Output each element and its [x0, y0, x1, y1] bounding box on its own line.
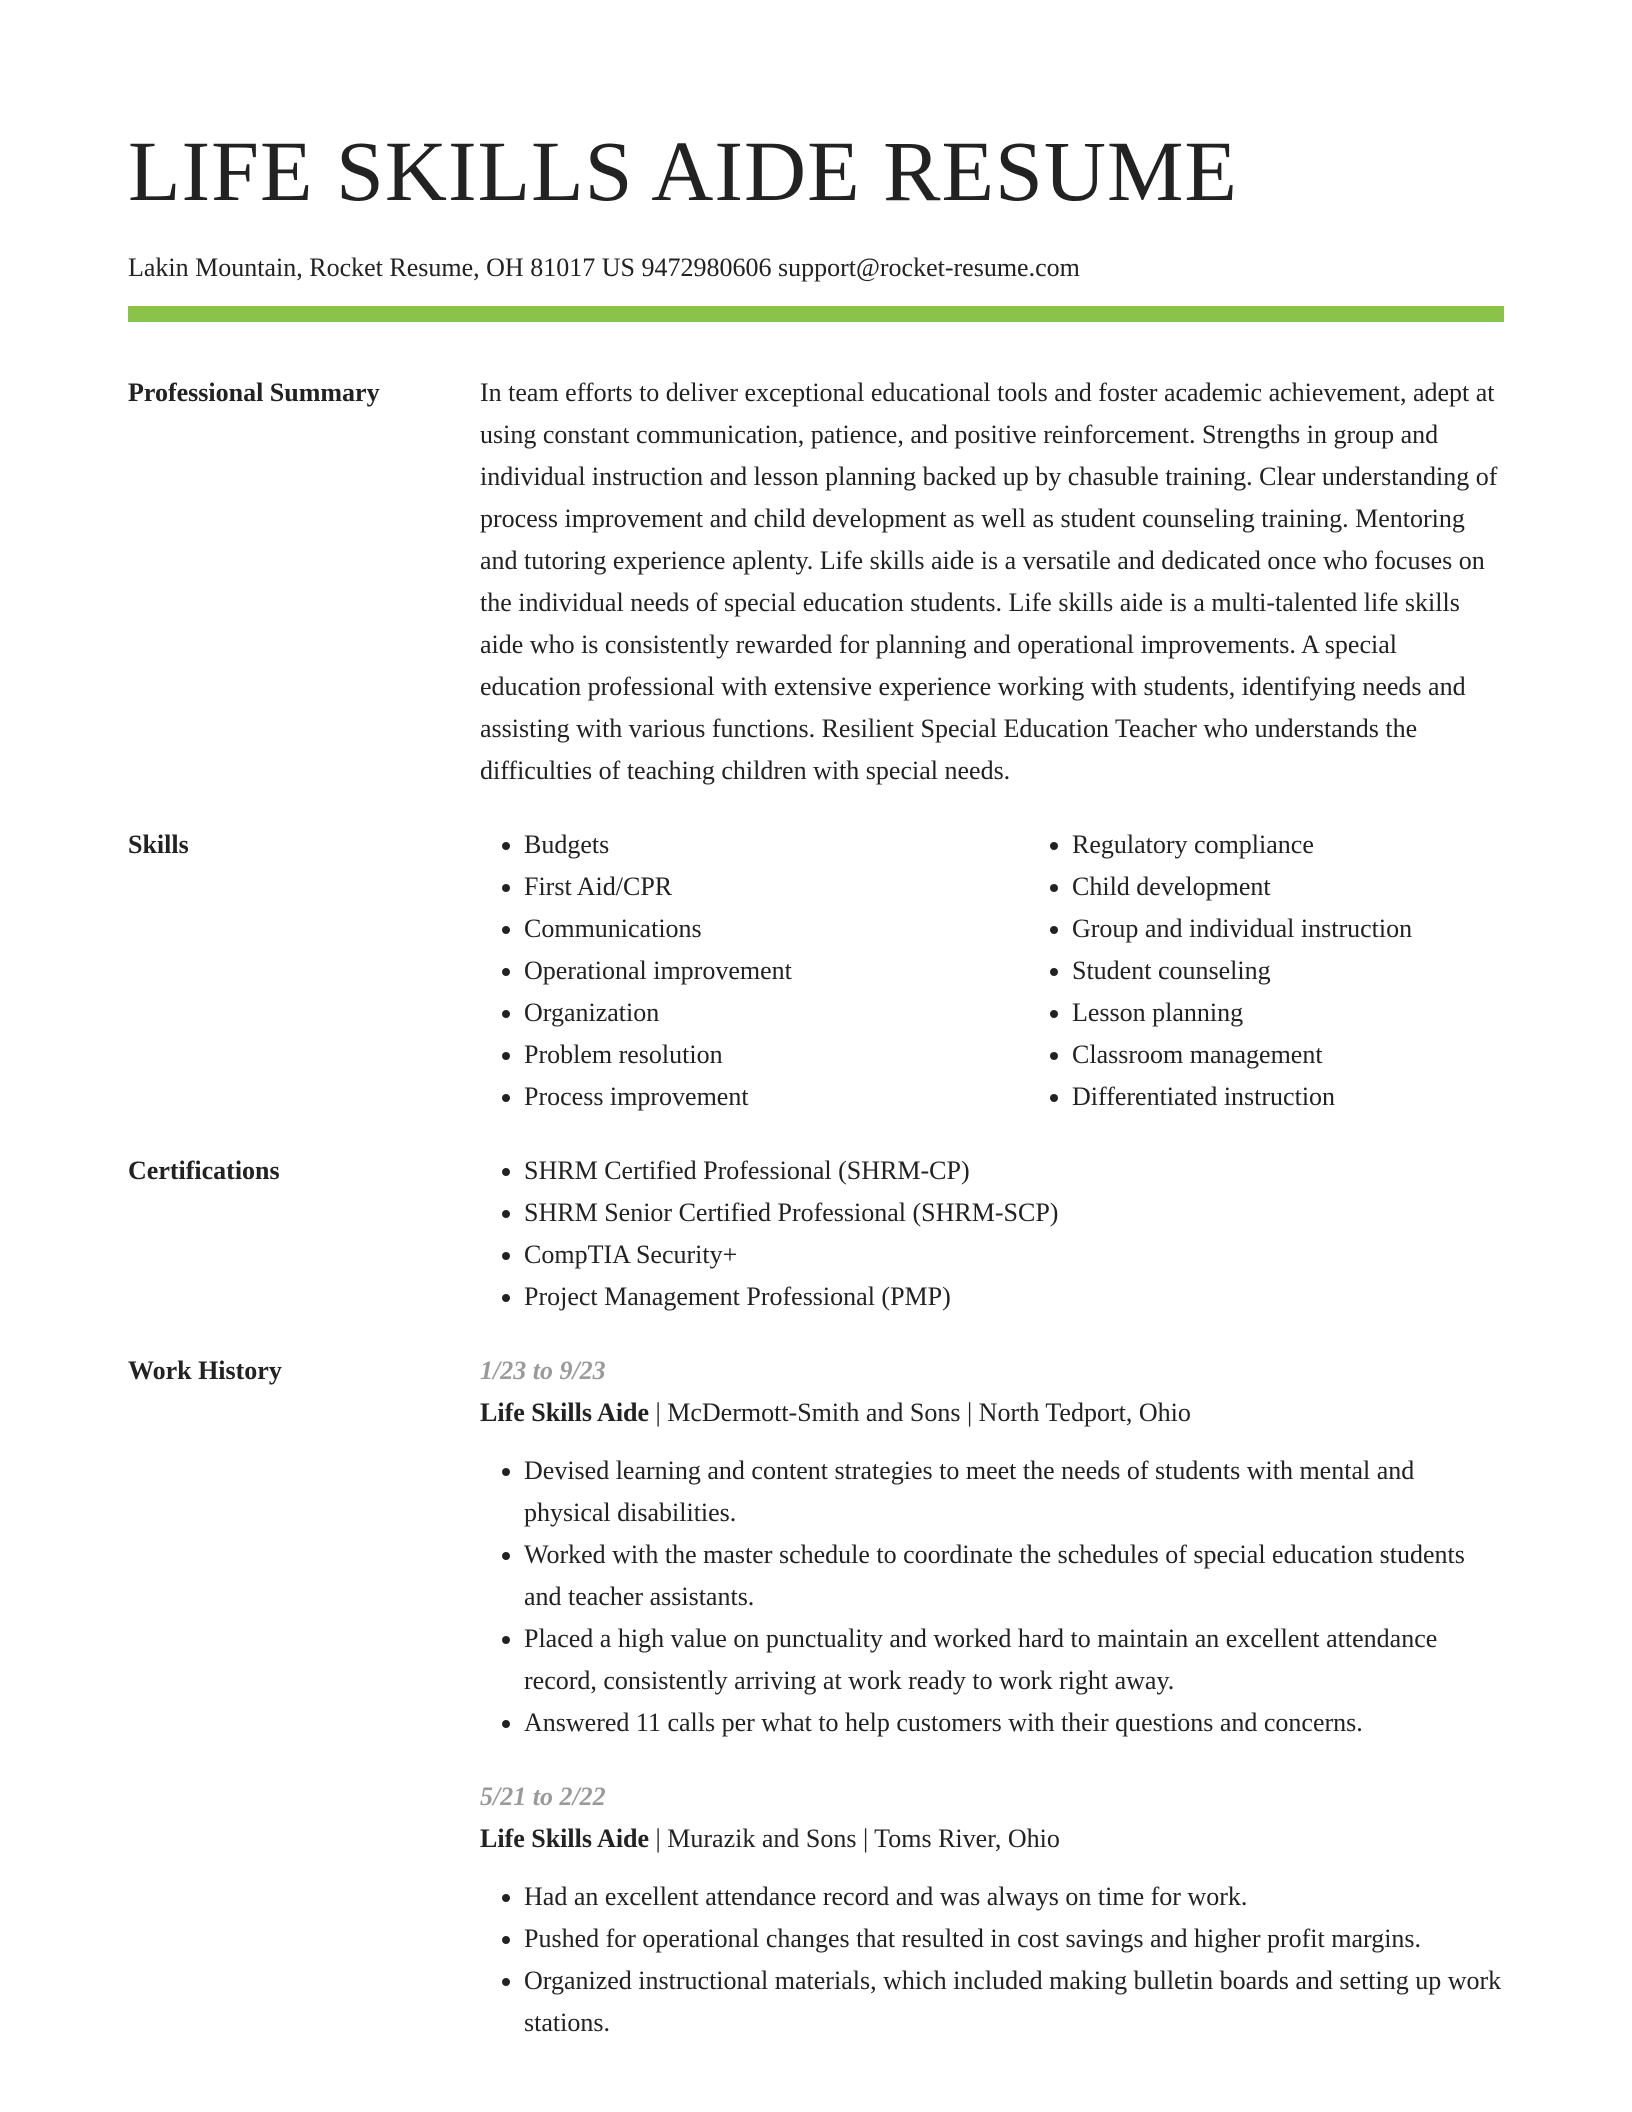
skill-item: • First Aid/CPR [524, 866, 1028, 908]
skill-item: • Process improvement [524, 1076, 1028, 1118]
job-bullet: • Placed a high value on punctuality and worked hard to maintain an excellent attendance record, consistently arriving at work ready to work right away. [524, 1618, 1504, 1702]
skill-item: • Differentiated instruction [1072, 1076, 1576, 1118]
certifications-body [480, 1150, 1504, 1318]
job-bullets [480, 1450, 1504, 1744]
job-employer-location: | Murazik and Sons | Toms River, Ohio [649, 1824, 1060, 1853]
section-label-professional-summary: Professional Summary [128, 378, 380, 407]
work-history-section [128, 1350, 1504, 2044]
contact-line: Lakin Mountain, Rocket Resume, OH 81017 US 9472980606 support@rocket-resume.com [128, 253, 1080, 282]
job-bullet: • Answered 11 calls per what to help customers with their questions and concerns. [524, 1702, 1504, 1744]
job-heading [480, 1818, 1504, 1860]
certifications-list [480, 1150, 1504, 1318]
certification-item: • CompTIA Security+ [524, 1234, 1504, 1276]
skill-item: • Regulatory compliance [1072, 824, 1576, 866]
section-label-certifications: Certifications [128, 1156, 280, 1185]
skill-item: • Budgets [524, 824, 1028, 866]
job-bullet: • Organized instructional materials, which included making bulletin boards and setting up work stations. [524, 1960, 1504, 2044]
skills-list-left [480, 824, 1028, 1118]
certification-item: • SHRM Certified Professional (SHRM-CP) [524, 1150, 1504, 1192]
skill-item: • Classroom management [1072, 1034, 1576, 1076]
accent-divider [128, 306, 1504, 322]
job-bullet: • Pushed for operational changes that resulted in cost savings and higher profit margins. [524, 1918, 1504, 1960]
job-title: Life Skills Aide [480, 1398, 650, 1427]
job-bullets [480, 1876, 1504, 2044]
skill-item: • Group and individual instruction [1072, 908, 1576, 950]
job-entry [480, 1350, 1504, 1744]
resume-title: LIFE SKILLS AIDE RESUME [128, 123, 1238, 219]
skill-item: • Operational improvement [524, 950, 1028, 992]
section-label-work-history: Work History [128, 1356, 282, 1385]
certification-item: • SHRM Senior Certified Professional (SHRM-SCP) [524, 1192, 1504, 1234]
skill-item: • Organization [524, 992, 1028, 1034]
certifications-section [128, 1150, 1504, 1318]
skill-item: • Lesson planning [1072, 992, 1576, 1034]
job-dates: 1/23 to 9/23 [480, 1356, 606, 1385]
skill-item: • Child development [1072, 866, 1576, 908]
certification-item: • Project Management Professional (PMP) [524, 1276, 1504, 1318]
job-bullet: • Devised learning and content strategies to meet the needs of students with mental and physical disabilities. [524, 1450, 1504, 1534]
skills-section [128, 824, 1504, 1118]
job-entry [480, 1776, 1504, 2044]
job-dates: 5/21 to 2/22 [480, 1782, 606, 1811]
skill-item: • Student counseling [1072, 950, 1576, 992]
skill-item: • Problem resolution [524, 1034, 1028, 1076]
professional-summary-body [480, 372, 1504, 792]
section-label-skills: Skills [128, 830, 189, 859]
skills-columns [480, 824, 1576, 1118]
job-employer-location: | McDermott-Smith and Sons | North Tedport, Ohio [649, 1398, 1191, 1427]
job-bullet: • Worked with the master schedule to coordinate the schedules of special education students and teacher assistants. [524, 1534, 1504, 1618]
skills-list-right [1028, 824, 1576, 1118]
job-bullet: • Had an excellent attendance record and was always on time for work. [524, 1876, 1504, 1918]
summary-text: In team efforts to deliver exceptional educational tools and foster academic achievement, adept at using constant communication, patience, and positive reinforcement. Strengths in group and individual instruction and lesson planning backed up by chasuble training. Clear understanding of process improvement and child development as well as student counseling training. Mentoring and tutoring experience aplenty. Life skills aide is a versatile and dedicated once who focuses on the individual needs of special education students. Life skills aide is a multi-talented life skills aide who is consistently rewarded for planning and operational improvements. A special education professional with extensive experience working with students, identifying needs and assisting with various functions. Resilient Special Education Teacher who understands the difficulties of teaching children with special needs. [480, 378, 1498, 785]
work-history-body [480, 1350, 1504, 2044]
job-title: Life Skills Aide [480, 1824, 650, 1853]
resume-page [128, 0, 1504, 2044]
professional-summary-section [128, 372, 1504, 792]
job-heading [480, 1392, 1504, 1434]
skill-item: • Communications [524, 908, 1028, 950]
